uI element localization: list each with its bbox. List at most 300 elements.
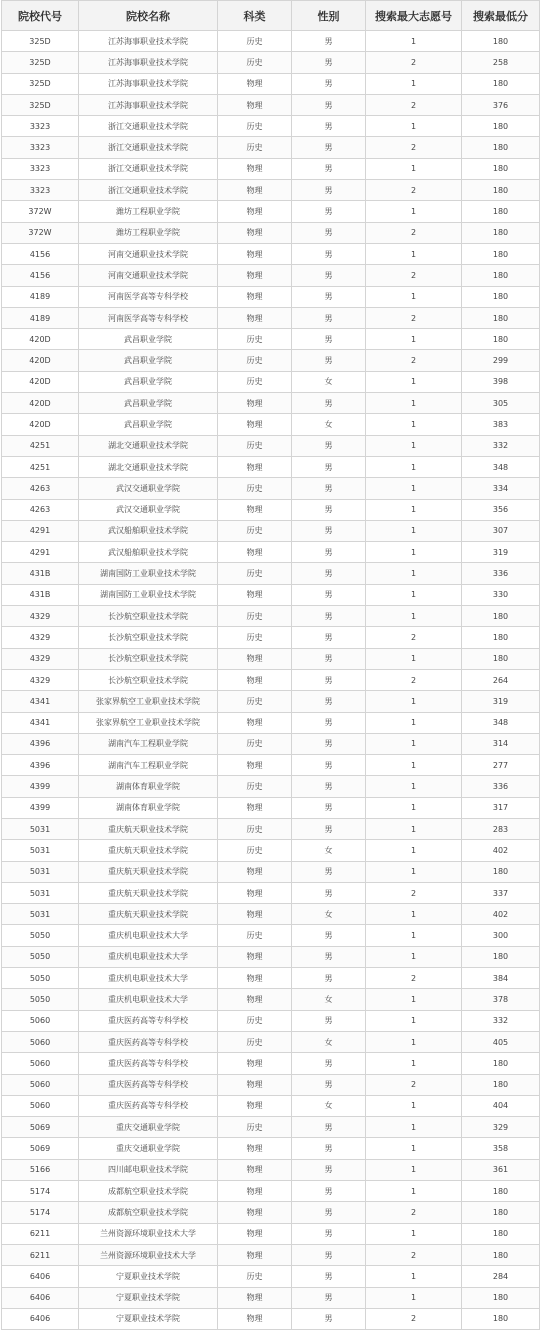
cell-subject-category: 物理: [218, 393, 292, 414]
cell-school-code: 4263: [2, 478, 79, 499]
cell-min-score: 180: [462, 180, 540, 201]
table-row: [2, 691, 540, 712]
cell-max-choice-number: 1: [366, 1031, 462, 1052]
cell-school-name: 湖南国防工业职业技术学院: [79, 584, 218, 605]
table-row: [2, 563, 540, 584]
cell-max-choice-number: 1: [366, 989, 462, 1010]
cell-min-score: 402: [462, 904, 540, 925]
table-row: [2, 1138, 540, 1159]
cell-subject-category: 物理: [218, 222, 292, 243]
table-row: [2, 1223, 540, 1244]
cell-subject-category: 物理: [218, 712, 292, 733]
cell-school-name: 河南交通职业技术学院: [79, 243, 218, 264]
cell-school-code: 372W: [2, 222, 79, 243]
cell-max-choice-number: 1: [366, 563, 462, 584]
cell-subject-category: 物理: [218, 989, 292, 1010]
cell-subject-category: 物理: [218, 1287, 292, 1308]
cell-max-choice-number: 2: [366, 94, 462, 115]
cell-subject-category: 物理: [218, 265, 292, 286]
table-row: [2, 73, 540, 94]
cell-school-code: 5031: [2, 818, 79, 839]
cell-max-choice-number: 1: [366, 201, 462, 222]
cell-min-score: 180: [462, 1244, 540, 1265]
cell-min-score: 334: [462, 478, 540, 499]
cell-subject-category: 历史: [218, 329, 292, 350]
cell-subject-category: 历史: [218, 606, 292, 627]
cell-min-score: 283: [462, 818, 540, 839]
cell-gender: 女: [292, 414, 366, 435]
cell-gender: 男: [292, 606, 366, 627]
cell-subject-category: 物理: [218, 1074, 292, 1095]
cell-max-choice-number: 1: [366, 116, 462, 137]
cell-max-choice-number: 1: [366, 1095, 462, 1116]
cell-school-code: 420D: [2, 414, 79, 435]
table-row: [2, 627, 540, 648]
cell-min-score: 332: [462, 435, 540, 456]
cell-school-code: 420D: [2, 371, 79, 392]
cell-school-code: 3323: [2, 137, 79, 158]
table-row: [2, 31, 540, 52]
cell-gender: 女: [292, 1095, 366, 1116]
cell-min-score: 180: [462, 861, 540, 882]
cell-school-code: 4329: [2, 606, 79, 627]
cell-gender: 男: [292, 180, 366, 201]
cell-school-name: 成都航空职业技术学院: [79, 1181, 218, 1202]
cell-min-score: 305: [462, 393, 540, 414]
table-row: [2, 818, 540, 839]
cell-min-score: 317: [462, 797, 540, 818]
table-header: [2, 1, 540, 31]
cell-school-code: 5050: [2, 989, 79, 1010]
cell-school-name: 四川邮电职业技术学院: [79, 1159, 218, 1180]
cell-school-code: 5174: [2, 1181, 79, 1202]
cell-gender: 男: [292, 520, 366, 541]
cell-gender: 男: [292, 1244, 366, 1265]
cell-gender: 女: [292, 840, 366, 861]
cell-subject-category: 历史: [218, 520, 292, 541]
table-row: [2, 925, 540, 946]
table-row: [2, 542, 540, 563]
cell-min-score: 336: [462, 563, 540, 584]
table-row: [2, 414, 540, 435]
cell-max-choice-number: 1: [366, 1117, 462, 1138]
cell-gender: 女: [292, 371, 366, 392]
cell-subject-category: 物理: [218, 1138, 292, 1159]
cell-min-score: 180: [462, 73, 540, 94]
cell-max-choice-number: 2: [366, 627, 462, 648]
cell-gender: 男: [292, 265, 366, 286]
cell-min-score: 378: [462, 989, 540, 1010]
cell-school-name: 长沙航空职业技术学院: [79, 669, 218, 690]
cell-school-code: 5060: [2, 1010, 79, 1031]
cell-max-choice-number: 1: [366, 818, 462, 839]
cell-max-choice-number: 1: [366, 478, 462, 499]
cell-school-code: 6211: [2, 1223, 79, 1244]
table-row: [2, 286, 540, 307]
header-row: [2, 1, 540, 31]
header-max-choice-number: 搜索最大志愿号: [366, 1, 462, 31]
table-row: [2, 861, 540, 882]
cell-subject-category: 物理: [218, 755, 292, 776]
cell-max-choice-number: 1: [366, 946, 462, 967]
cell-gender: 男: [292, 350, 366, 371]
table-row: [2, 1031, 540, 1052]
cell-school-name: 张家界航空工业职业技术学院: [79, 691, 218, 712]
cell-gender: 男: [292, 776, 366, 797]
table-row: [2, 1095, 540, 1116]
cell-max-choice-number: 1: [366, 691, 462, 712]
cell-subject-category: 物理: [218, 904, 292, 925]
cell-school-name: 重庆医药高等专科学校: [79, 1010, 218, 1031]
cell-school-code: 4396: [2, 733, 79, 754]
cell-min-score: 405: [462, 1031, 540, 1052]
cell-school-code: 372W: [2, 201, 79, 222]
cell-school-name: 重庆医药高等专科学校: [79, 1031, 218, 1052]
cell-school-code: 5069: [2, 1117, 79, 1138]
cell-school-code: 5031: [2, 840, 79, 861]
cell-gender: 男: [292, 1266, 366, 1287]
cell-school-code: 6211: [2, 1244, 79, 1265]
cell-subject-category: 物理: [218, 882, 292, 903]
cell-school-code: 5060: [2, 1074, 79, 1095]
cell-subject-category: 物理: [218, 669, 292, 690]
table-row: [2, 1074, 540, 1095]
table-body: [2, 31, 540, 1330]
cell-max-choice-number: 1: [366, 712, 462, 733]
cell-gender: 男: [292, 1159, 366, 1180]
cell-subject-category: 历史: [218, 435, 292, 456]
cell-min-score: 329: [462, 1117, 540, 1138]
cell-school-name: 长沙航空职业技术学院: [79, 627, 218, 648]
cell-gender: 男: [292, 627, 366, 648]
cell-min-score: 348: [462, 712, 540, 733]
cell-min-score: 398: [462, 371, 540, 392]
cell-subject-category: 物理: [218, 201, 292, 222]
cell-min-score: 361: [462, 1159, 540, 1180]
cell-min-score: 299: [462, 350, 540, 371]
cell-school-code: 5060: [2, 1053, 79, 1074]
cell-school-name: 湖南体育职业学院: [79, 797, 218, 818]
cell-gender: 男: [292, 712, 366, 733]
cell-min-score: 383: [462, 414, 540, 435]
table-row: [2, 1181, 540, 1202]
cell-school-name: 武昌职业学院: [79, 393, 218, 414]
cell-subject-category: 物理: [218, 968, 292, 989]
header-gender: 性别: [292, 1, 366, 31]
cell-max-choice-number: 1: [366, 414, 462, 435]
cell-school-code: 420D: [2, 350, 79, 371]
table-row: [2, 712, 540, 733]
cell-gender: 男: [292, 882, 366, 903]
cell-max-choice-number: 2: [366, 350, 462, 371]
cell-gender: 男: [292, 1223, 366, 1244]
cell-gender: 男: [292, 31, 366, 52]
cell-min-score: 314: [462, 733, 540, 754]
cell-gender: 男: [292, 542, 366, 563]
cell-min-score: 336: [462, 776, 540, 797]
cell-gender: 男: [292, 137, 366, 158]
cell-gender: 男: [292, 563, 366, 584]
cell-school-code: 5050: [2, 925, 79, 946]
table-row: [2, 882, 540, 903]
table-row: [2, 1266, 540, 1287]
table-row: [2, 393, 540, 414]
cell-max-choice-number: 1: [366, 329, 462, 350]
cell-school-name: 重庆医药高等专科学校: [79, 1074, 218, 1095]
cell-max-choice-number: 2: [366, 1308, 462, 1329]
cell-school-code: 5031: [2, 861, 79, 882]
table-row: [2, 137, 540, 158]
table-row: [2, 1053, 540, 1074]
cell-school-code: 4291: [2, 542, 79, 563]
cell-subject-category: 历史: [218, 925, 292, 946]
cell-min-score: 180: [462, 1181, 540, 1202]
cell-max-choice-number: 1: [366, 73, 462, 94]
cell-school-name: 湖南汽车工程职业学院: [79, 733, 218, 754]
cell-gender: 男: [292, 393, 366, 414]
cell-max-choice-number: 1: [366, 584, 462, 605]
cell-school-name: 重庆医药高等专科学校: [79, 1095, 218, 1116]
cell-max-choice-number: 1: [366, 31, 462, 52]
cell-min-score: 348: [462, 456, 540, 477]
cell-gender: 男: [292, 1138, 366, 1159]
table-row: [2, 797, 540, 818]
cell-max-choice-number: 2: [366, 968, 462, 989]
table-row: [2, 243, 540, 264]
cell-school-code: 5050: [2, 968, 79, 989]
cell-min-score: 330: [462, 584, 540, 605]
cell-subject-category: 物理: [218, 286, 292, 307]
cell-school-name: 长沙航空职业技术学院: [79, 648, 218, 669]
cell-school-code: 4189: [2, 307, 79, 328]
table-row: [2, 116, 540, 137]
cell-max-choice-number: 1: [366, 840, 462, 861]
cell-school-code: 431B: [2, 563, 79, 584]
cell-school-code: 4263: [2, 499, 79, 520]
cell-school-name: 重庆机电职业技术大学: [79, 925, 218, 946]
cell-gender: 男: [292, 1181, 366, 1202]
cell-subject-category: 物理: [218, 414, 292, 435]
cell-subject-category: 历史: [218, 733, 292, 754]
cell-gender: 男: [292, 584, 366, 605]
cell-gender: 男: [292, 925, 366, 946]
cell-subject-category: 物理: [218, 307, 292, 328]
cell-subject-category: 物理: [218, 1159, 292, 1180]
table-row: [2, 1287, 540, 1308]
cell-subject-category: 历史: [218, 1010, 292, 1031]
cell-subject-category: 物理: [218, 1308, 292, 1329]
cell-school-name: 重庆机电职业技术大学: [79, 946, 218, 967]
cell-min-score: 319: [462, 691, 540, 712]
cell-school-name: 湖北交通职业技术学院: [79, 456, 218, 477]
cell-school-code: 325D: [2, 52, 79, 73]
cell-gender: 男: [292, 691, 366, 712]
cell-min-score: 180: [462, 946, 540, 967]
cell-gender: 男: [292, 73, 366, 94]
cell-school-code: 5031: [2, 904, 79, 925]
cell-school-code: 5174: [2, 1202, 79, 1223]
cell-gender: 男: [292, 329, 366, 350]
cell-min-score: 384: [462, 968, 540, 989]
cell-max-choice-number: 1: [366, 1159, 462, 1180]
cell-min-score: 180: [462, 201, 540, 222]
cell-subject-category: 历史: [218, 1031, 292, 1052]
cell-school-name: 武昌职业学院: [79, 371, 218, 392]
cell-school-code: 420D: [2, 393, 79, 414]
cell-max-choice-number: 1: [366, 542, 462, 563]
cell-school-code: 6406: [2, 1287, 79, 1308]
cell-subject-category: 物理: [218, 584, 292, 605]
cell-min-score: 307: [462, 520, 540, 541]
table-row: [2, 52, 540, 73]
cell-school-name: 潍坊工程职业学院: [79, 222, 218, 243]
cell-subject-category: 历史: [218, 31, 292, 52]
cell-min-score: 337: [462, 882, 540, 903]
cell-subject-category: 历史: [218, 116, 292, 137]
cell-min-score: 402: [462, 840, 540, 861]
cell-school-code: 420D: [2, 329, 79, 350]
cell-subject-category: 历史: [218, 627, 292, 648]
cell-gender: 男: [292, 116, 366, 137]
cell-subject-category: 物理: [218, 456, 292, 477]
cell-school-name: 湖北交通职业技术学院: [79, 435, 218, 456]
cell-max-choice-number: 2: [366, 265, 462, 286]
cell-subject-category: 历史: [218, 1266, 292, 1287]
cell-school-code: 325D: [2, 73, 79, 94]
cell-min-score: 180: [462, 307, 540, 328]
cell-min-score: 264: [462, 669, 540, 690]
table-row: [2, 180, 540, 201]
cell-school-code: 4156: [2, 243, 79, 264]
cell-max-choice-number: 1: [366, 1181, 462, 1202]
cell-min-score: 277: [462, 755, 540, 776]
cell-max-choice-number: 1: [366, 371, 462, 392]
cell-min-score: 180: [462, 648, 540, 669]
cell-school-name: 浙江交通职业技术学院: [79, 116, 218, 137]
cell-school-code: 5050: [2, 946, 79, 967]
cell-subject-category: 物理: [218, 1181, 292, 1202]
cell-school-name: 重庆航天职业技术学院: [79, 882, 218, 903]
cell-subject-category: 历史: [218, 840, 292, 861]
cell-school-name: 河南交通职业技术学院: [79, 265, 218, 286]
cell-school-name: 武昌职业学院: [79, 350, 218, 371]
table-row: [2, 499, 540, 520]
cell-subject-category: 物理: [218, 542, 292, 563]
table-row: [2, 1202, 540, 1223]
cell-min-score: 180: [462, 627, 540, 648]
cell-subject-category: 物理: [218, 243, 292, 264]
cell-subject-category: 物理: [218, 861, 292, 882]
header-school-code: 院校代号: [2, 1, 79, 31]
cell-min-score: 180: [462, 158, 540, 179]
table-row: [2, 201, 540, 222]
cell-min-score: 180: [462, 116, 540, 137]
cell-subject-category: 物理: [218, 1095, 292, 1116]
table-row: [2, 946, 540, 967]
cell-gender: 男: [292, 435, 366, 456]
cell-gender: 男: [292, 243, 366, 264]
table-row: [2, 606, 540, 627]
cell-gender: 男: [292, 1308, 366, 1329]
cell-max-choice-number: 1: [366, 1266, 462, 1287]
table-row: [2, 1010, 540, 1031]
cell-school-name: 长沙航空职业技术学院: [79, 606, 218, 627]
cell-subject-category: 物理: [218, 180, 292, 201]
cell-school-code: 325D: [2, 31, 79, 52]
cell-subject-category: 物理: [218, 1223, 292, 1244]
table-row: [2, 158, 540, 179]
cell-max-choice-number: 2: [366, 669, 462, 690]
cell-min-score: 180: [462, 286, 540, 307]
cell-max-choice-number: 1: [366, 1010, 462, 1031]
cell-school-code: 5166: [2, 1159, 79, 1180]
cell-gender: 男: [292, 946, 366, 967]
cell-school-name: 兰州资源环境职业技术大学: [79, 1244, 218, 1265]
cell-school-name: 兰州资源环境职业技术大学: [79, 1223, 218, 1244]
cell-school-code: 4156: [2, 265, 79, 286]
cell-min-score: 180: [462, 137, 540, 158]
cell-gender: 男: [292, 286, 366, 307]
cell-min-score: 258: [462, 52, 540, 73]
table-row: [2, 94, 540, 115]
cell-school-code: 5060: [2, 1031, 79, 1052]
cell-subject-category: 历史: [218, 478, 292, 499]
table-row: [2, 840, 540, 861]
cell-gender: 男: [292, 669, 366, 690]
cell-subject-category: 物理: [218, 946, 292, 967]
cell-school-name: 宁夏职业技术学院: [79, 1266, 218, 1287]
cell-school-code: 5069: [2, 1138, 79, 1159]
table-row: [2, 435, 540, 456]
cell-school-name: 重庆机电职业技术大学: [79, 968, 218, 989]
cell-subject-category: 物理: [218, 499, 292, 520]
cell-min-score: 332: [462, 1010, 540, 1031]
cell-max-choice-number: 2: [366, 1244, 462, 1265]
cell-min-score: 356: [462, 499, 540, 520]
table-row: [2, 669, 540, 690]
cell-school-code: 4329: [2, 627, 79, 648]
cell-school-code: 4341: [2, 691, 79, 712]
cell-max-choice-number: 2: [366, 52, 462, 73]
table-row: [2, 350, 540, 371]
cell-school-name: 江苏海事职业技术学院: [79, 73, 218, 94]
cell-subject-category: 物理: [218, 1202, 292, 1223]
cell-max-choice-number: 1: [366, 925, 462, 946]
cell-school-name: 张家界航空工业职业技术学院: [79, 712, 218, 733]
table-row: [2, 1308, 540, 1329]
cell-min-score: 180: [462, 1053, 540, 1074]
cell-gender: 女: [292, 904, 366, 925]
cell-subject-category: 历史: [218, 818, 292, 839]
cell-school-name: 湖南体育职业学院: [79, 776, 218, 797]
cell-max-choice-number: 1: [366, 755, 462, 776]
cell-gender: 男: [292, 968, 366, 989]
cell-gender: 女: [292, 989, 366, 1010]
cell-max-choice-number: 2: [366, 137, 462, 158]
cell-school-code: 6406: [2, 1266, 79, 1287]
header-school-name: 院校名称: [79, 1, 218, 31]
cell-min-score: 180: [462, 243, 540, 264]
cell-min-score: 180: [462, 1223, 540, 1244]
table-row: [2, 733, 540, 754]
cell-gender: 男: [292, 1010, 366, 1031]
cell-subject-category: 历史: [218, 563, 292, 584]
cell-gender: 男: [292, 201, 366, 222]
cell-max-choice-number: 2: [366, 882, 462, 903]
cell-min-score: 180: [462, 31, 540, 52]
cell-gender: 女: [292, 1031, 366, 1052]
cell-max-choice-number: 1: [366, 776, 462, 797]
